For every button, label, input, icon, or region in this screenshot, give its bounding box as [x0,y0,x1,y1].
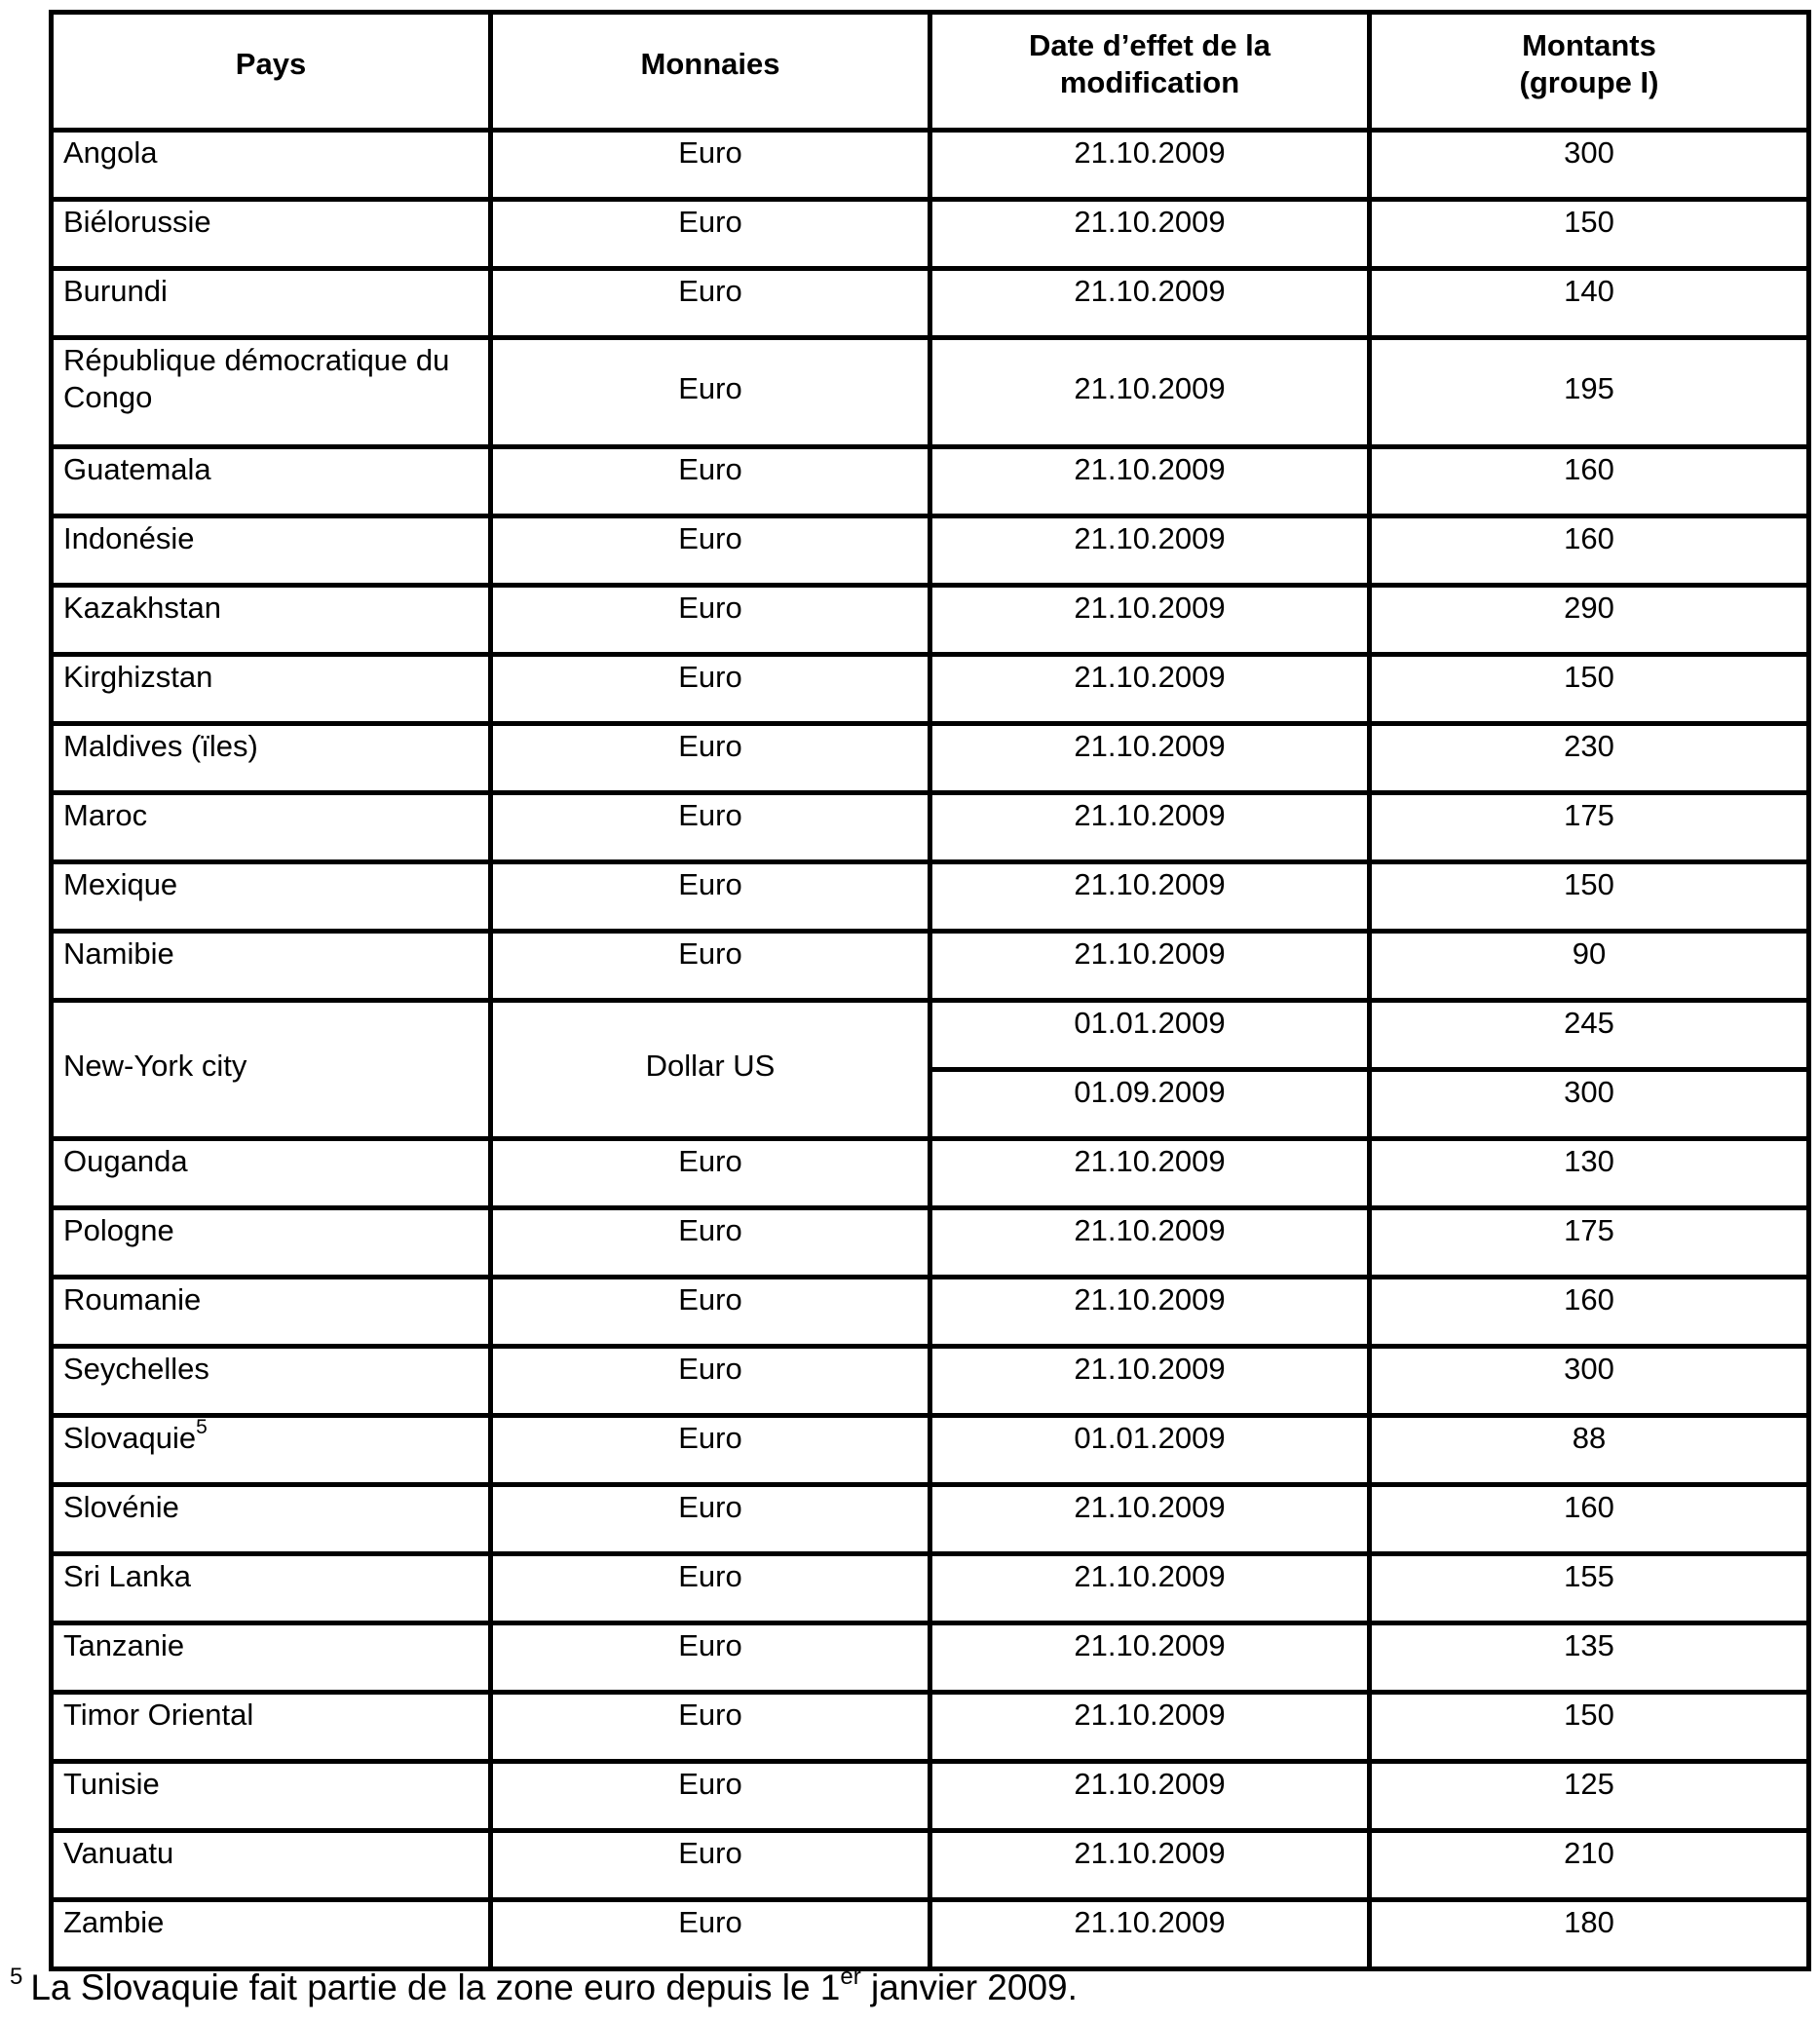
cell-pays [52,1831,491,1900]
pays-text: Maroc [63,798,148,832]
cell-montant: 125 [1370,1762,1809,1831]
cell-montant: 230 [1370,724,1809,793]
cell-pays [52,1139,491,1208]
pays-text: Kazakhstan [63,591,221,625]
cell-monnaie: Euro [491,1900,930,1969]
pays-text: Slovénie [63,1490,179,1524]
cell-pays [52,269,491,338]
footnote-ordinal-suffix: er [840,1964,861,1990]
header-pays: Pays [52,13,491,131]
cell-montant: 140 [1370,269,1809,338]
table-row [52,1623,1809,1693]
table-row [52,932,1809,1001]
table-row [52,1554,1809,1623]
cell-pays [52,1485,491,1554]
cell-monnaie: Euro [491,1278,930,1347]
cell-monnaie: Euro [491,269,930,338]
pays-text: New-York city [63,1048,247,1083]
table-row [52,338,1809,447]
cell-monnaie: Euro [491,447,930,516]
cell-monnaie: Euro [491,1693,930,1762]
cell-monnaie: Euro [491,586,930,655]
cell-date: 21.10.2009 [930,269,1370,338]
cell-pays [52,1001,491,1139]
header-montants-line1: Montants [1522,28,1656,62]
table-row [52,655,1809,724]
pays-text: Pologne [63,1213,174,1247]
header-date [930,13,1370,131]
cell-montant: 90 [1370,932,1809,1001]
table-row [52,1416,1809,1485]
table-row [52,516,1809,586]
cell-date: 01.01.2009 [930,1416,1370,1485]
cell-montant: 88 [1370,1416,1809,1485]
table-row [52,724,1809,793]
cell-pays [52,1554,491,1623]
cell-pays [52,1208,491,1278]
cell-pays [52,338,491,447]
footnote [10,1966,1078,2014]
pays-text: Angola [63,135,158,170]
cell-pays [52,200,491,269]
table-row [52,131,1809,200]
cell-montant: 300 [1370,1070,1809,1139]
pays-text: Seychelles [63,1352,209,1386]
header-date-line1: Date d’effet de la [1028,28,1271,62]
table-row [52,1831,1809,1900]
cell-date: 01.01.2009 [930,1001,1370,1070]
rates-table [49,10,1811,1971]
pays-text: Slovaquie [63,1421,197,1455]
table-row [52,200,1809,269]
cell-monnaie: Euro [491,1347,930,1416]
cell-date: 21.10.2009 [930,724,1370,793]
cell-montant: 160 [1370,447,1809,516]
cell-monnaie: Euro [491,131,930,200]
cell-monnaie: Euro [491,1762,930,1831]
cell-date: 21.10.2009 [930,793,1370,862]
cell-pays [52,131,491,200]
cell-date: 21.10.2009 [930,1208,1370,1278]
cell-pays [52,724,491,793]
cell-montant: 300 [1370,131,1809,200]
cell-date: 21.10.2009 [930,1554,1370,1623]
cell-pays [52,586,491,655]
cell-date: 21.10.2009 [930,200,1370,269]
cell-montant: 195 [1370,338,1809,447]
cell-montant: 155 [1370,1554,1809,1623]
cell-date: 21.10.2009 [930,655,1370,724]
cell-montant: 160 [1370,1485,1809,1554]
cell-pays [52,1278,491,1347]
cell-pays [52,1762,491,1831]
table-header-row [52,13,1809,131]
cell-monnaie: Euro [491,724,930,793]
pays-text: Roumanie [63,1282,202,1317]
cell-pays [52,862,491,932]
table-row [52,1001,1809,1070]
table-row [52,1693,1809,1762]
table-row [52,1485,1809,1554]
footnote-mark: 5 [10,1964,23,1990]
cell-pays [52,655,491,724]
cell-montant: 290 [1370,586,1809,655]
cell-date: 21.10.2009 [930,447,1370,516]
cell-monnaie: Euro [491,516,930,586]
cell-montant: 180 [1370,1900,1809,1969]
cell-monnaie: Euro [491,655,930,724]
header-monnaies: Monnaies [491,13,930,131]
cell-date: 21.10.2009 [930,1762,1370,1831]
cell-pays [52,1693,491,1762]
table-row [52,1278,1809,1347]
cell-montant: 300 [1370,1347,1809,1416]
table-row [52,862,1809,932]
footnote-text-before: La Slovaquie fait partie de la zone euro depuis le 1 [30,1967,841,2007]
cell-monnaie: Euro [491,1416,930,1485]
header-date-line2: modification [1059,65,1240,99]
cell-monnaie: Euro [491,1208,930,1278]
table-row [52,793,1809,862]
cell-monnaie: Euro [491,793,930,862]
cell-date: 21.10.2009 [930,131,1370,200]
cell-date: 21.10.2009 [930,1278,1370,1347]
pays-text: Ouganda [63,1144,188,1178]
cell-pays [52,793,491,862]
footnote-text-after: janvier 2009. [860,1967,1078,2007]
cell-montant: 175 [1370,1208,1809,1278]
cell-monnaie: Dollar US [491,1001,930,1139]
footnote-ref: 5 [196,1415,208,1438]
pays-text: Zambie [63,1905,165,1939]
cell-monnaie: Euro [491,1831,930,1900]
table-row [52,1347,1809,1416]
cell-montant: 150 [1370,1693,1809,1762]
cell-pays [52,1347,491,1416]
cell-pays [52,1623,491,1693]
pays-text: Kirghizstan [63,660,213,694]
table-row [52,586,1809,655]
cell-pays [52,1416,491,1485]
cell-monnaie: Euro [491,862,930,932]
pays-text: Namibie [63,936,174,971]
pays-text: Indonésie [63,521,195,555]
pays-text: Tunisie [63,1767,160,1801]
cell-date: 21.10.2009 [930,1485,1370,1554]
cell-monnaie: Euro [491,1554,930,1623]
cell-pays [52,932,491,1001]
cell-monnaie: Euro [491,200,930,269]
pays-text: Burundi [63,274,168,308]
cell-date: 01.09.2009 [930,1070,1370,1139]
cell-monnaie: Euro [491,1623,930,1693]
pays-text: Vanuatu [63,1836,174,1870]
cell-pays [52,516,491,586]
pays-text: Timor Oriental [63,1698,254,1732]
cell-monnaie: Euro [491,1139,930,1208]
table-row [52,269,1809,338]
header-montants [1370,13,1809,131]
cell-montant: 160 [1370,1278,1809,1347]
table-row [52,447,1809,516]
cell-monnaie: Euro [491,338,930,447]
cell-montant: 245 [1370,1001,1809,1070]
pays-text: Tanzanie [63,1628,185,1662]
cell-date: 21.10.2009 [930,516,1370,586]
table-row [52,1139,1809,1208]
cell-date: 21.10.2009 [930,1900,1370,1969]
table-row [52,1900,1809,1969]
cell-date: 21.10.2009 [930,1693,1370,1762]
pays-text: Biélorussie [63,205,211,239]
cell-date: 21.10.2009 [930,1347,1370,1416]
table-row [52,1208,1809,1278]
cell-montant: 160 [1370,516,1809,586]
table-body [52,131,1809,1969]
cell-pays [52,1900,491,1969]
pays-text: Sri Lanka [63,1559,191,1593]
cell-montant: 150 [1370,200,1809,269]
cell-montant: 150 [1370,655,1809,724]
cell-monnaie: Euro [491,932,930,1001]
pays-text: Maldives (ïles) [63,729,258,763]
cell-monnaie: Euro [491,1485,930,1554]
cell-montant: 135 [1370,1623,1809,1693]
pays-text: Mexique [63,867,178,901]
cell-date: 21.10.2009 [930,1623,1370,1693]
header-montants-line2: (groupe I) [1519,65,1659,99]
table-row [52,1762,1809,1831]
cell-montant: 210 [1370,1831,1809,1900]
cell-date: 21.10.2009 [930,1139,1370,1208]
pays-text: Guatemala [63,452,211,486]
cell-montant: 130 [1370,1139,1809,1208]
cell-date: 21.10.2009 [930,1831,1370,1900]
cell-date: 21.10.2009 [930,586,1370,655]
cell-date: 21.10.2009 [930,338,1370,447]
pays-text: République démocratique du Congo [63,343,450,414]
cell-pays [52,447,491,516]
cell-montant: 150 [1370,862,1809,932]
cell-date: 21.10.2009 [930,862,1370,932]
cell-date: 21.10.2009 [930,932,1370,1001]
cell-montant: 175 [1370,793,1809,862]
